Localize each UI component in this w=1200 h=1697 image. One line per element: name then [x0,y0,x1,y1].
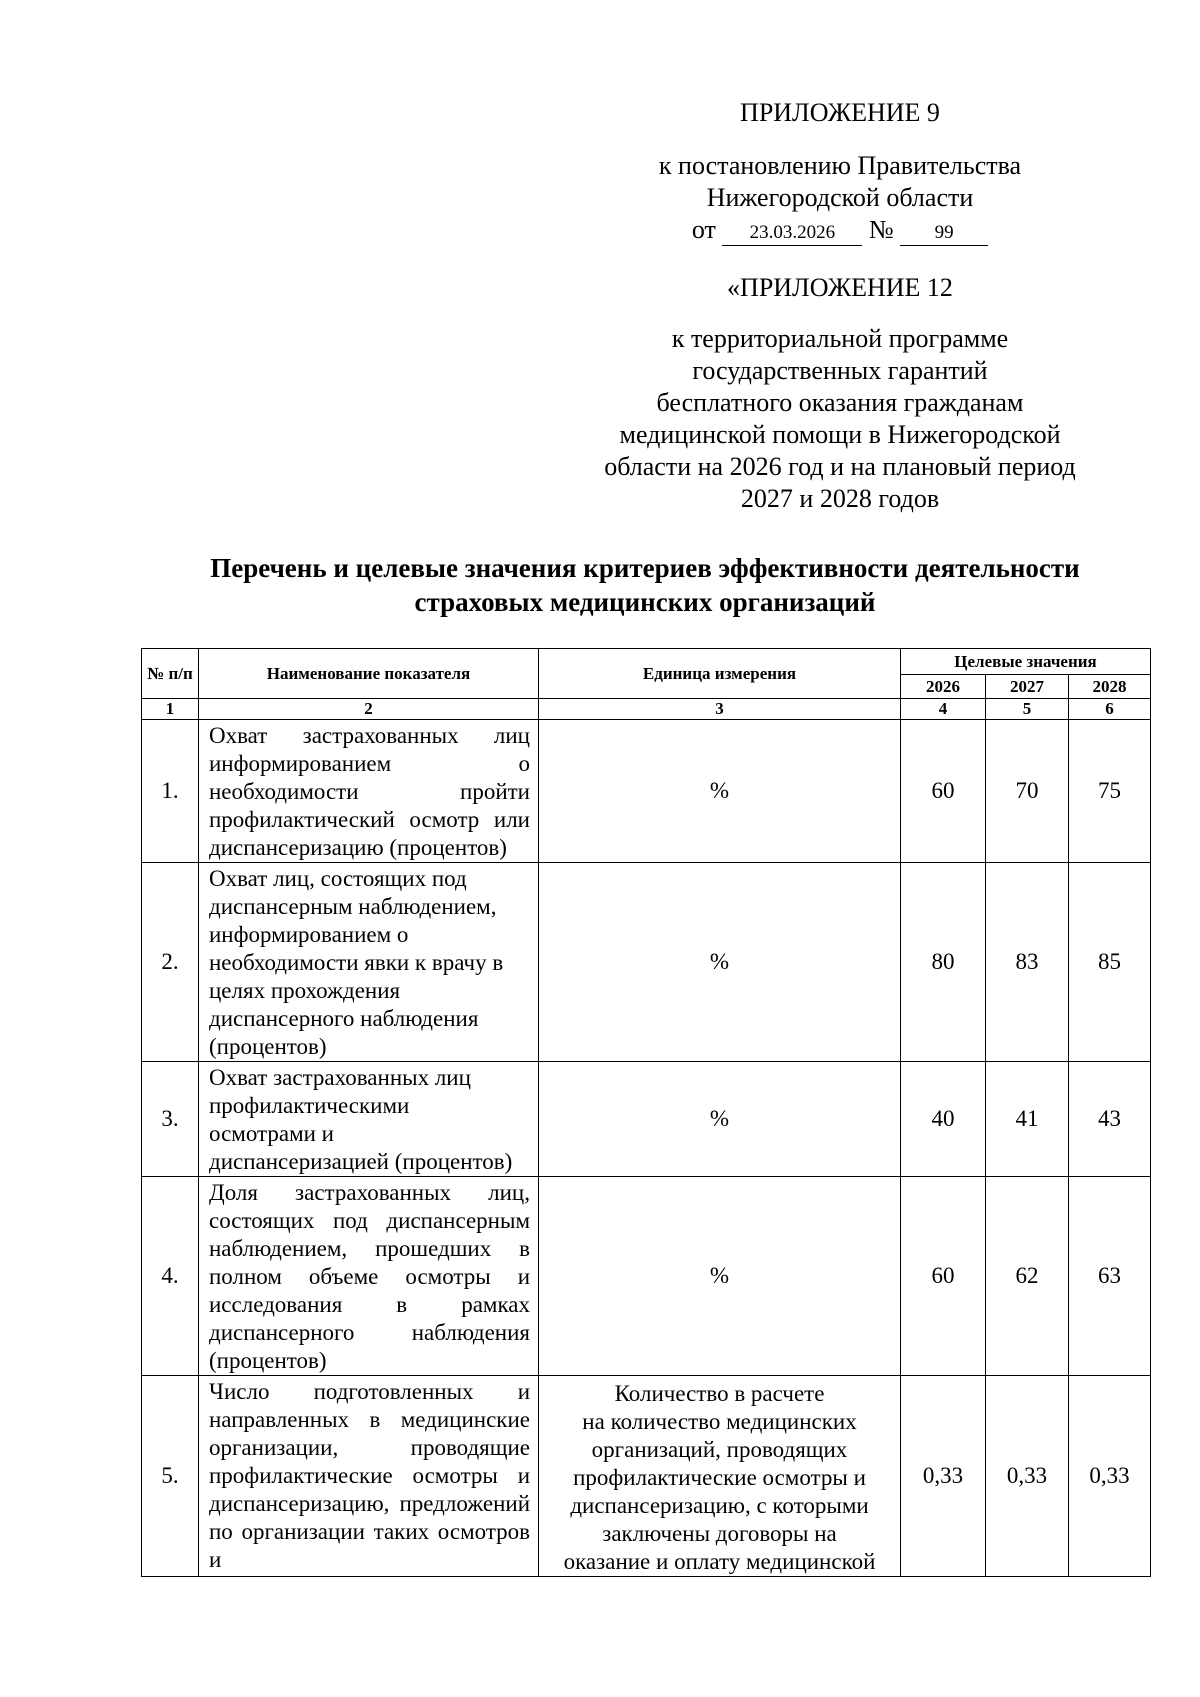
title-line: Перечень и целевые значения критериев эффективности деятельности [210,553,1080,583]
row-number: 4. [142,1177,199,1376]
document-title [150,551,1140,619]
name-line: наблюдением, прошедших в [209,1236,530,1261]
name-line: диспансеризацию (процентов) [209,835,507,860]
unit [539,1376,901,1577]
indicator-name [199,1177,539,1376]
row-number: 1. [142,720,199,863]
table-row [142,863,1151,1062]
name-line: необходимости явки к врачу в [209,950,504,975]
unit-line: заключены договоры на [602,1521,837,1546]
target-2028: 85 [1069,863,1151,1062]
unit-line: Количество в расчете [614,1381,825,1406]
unit-line: оказание и оплату медицинской [563,1549,876,1574]
unit: % [539,1177,901,1376]
name-line: диспансерным наблюдением, [209,894,497,919]
from-label: от [691,215,716,244]
program-line: медицинской помощи в Нижегородской [619,420,1061,449]
date-number-line [560,214,1120,246]
target-2026: 40 [901,1062,986,1177]
name-line: состоящих под диспансерным [209,1208,530,1233]
name-line: информированием о [209,751,530,776]
target-2026: 0,33 [901,1376,986,1577]
name-line: профилактические осмотры и [209,1463,530,1488]
name-line: полном объеме осмотры и [209,1264,530,1289]
header-year: 2028 [1069,675,1151,699]
row-number: 5. [142,1376,199,1577]
name-line: диспансерного наблюдения [209,1320,530,1345]
target-2027: 0,33 [986,1376,1069,1577]
name-line: организации, проводящие [209,1435,530,1460]
name-line: осмотрами и [209,1121,334,1146]
indicator-name [199,863,539,1062]
name-line: (процентов) [209,1348,327,1373]
resolution-line: Нижегородской области [706,183,974,212]
unit-line: профилактические осмотры и [573,1465,866,1490]
name-line: таких осмотров и [209,1519,531,1572]
target-2026: 60 [901,720,986,863]
name-line: (процентов) [209,1034,327,1059]
target-2026: 60 [901,1177,986,1376]
resolution-line: к постановлению Правительства [658,151,1022,180]
name-line: Охват лиц, состоящих под [209,866,467,891]
column-number: 3 [539,699,901,720]
header-year: 2026 [901,675,986,699]
name-line: предложений по организации [209,1491,530,1544]
header-unit: Единица измерения [539,649,901,699]
target-2026: 80 [901,863,986,1062]
name-line: Число подготовленных и [209,1379,530,1404]
row-number: 2. [142,863,199,1062]
target-2028: 63 [1069,1177,1151,1376]
indicator-name [199,1376,539,1577]
header-year: 2027 [986,675,1069,699]
column-number: 1 [142,699,199,720]
column-number: 6 [1069,699,1151,720]
column-number: 2 [199,699,539,720]
target-2028: 0,33 [1069,1376,1151,1577]
unit-line: на количество медицинских [582,1409,857,1434]
indicator-name [199,720,539,863]
table-row [142,1062,1151,1177]
resolution-number: 99 [900,221,988,246]
program-line: к территориальной программе [671,324,1009,353]
indicator-name [199,1062,539,1177]
table-row [142,720,1151,863]
name-line: Охват застрахованных лиц [209,723,530,748]
name-line: диспансеризацией (процентов) [209,1149,513,1174]
name-line: Охват застрахованных лиц [209,1065,471,1090]
unit: % [539,1062,901,1177]
title-line: страховых медицинских организаций [414,587,876,617]
target-2027: 70 [986,720,1069,863]
program-line: 2027 и 2028 годов [740,484,940,513]
header-target-values: Целевые значения [901,649,1151,675]
unit-line: организаций, проводящих [591,1437,848,1462]
program-line: бесплатного оказания гражданам [656,388,1024,417]
resolution-reference [560,150,1120,214]
name-line: Доля застрахованных лиц, [209,1180,530,1205]
target-2027: 62 [986,1177,1069,1376]
target-2028: 75 [1069,720,1151,863]
table-row [142,1376,1151,1577]
name-line: исследования в рамках [209,1292,530,1317]
appendix-heading: ПРИЛОЖЕНИЕ 9 [740,98,940,127]
row-number: 3. [142,1062,199,1177]
program-line: государственных гарантий [692,356,988,385]
column-number: 5 [986,699,1069,720]
name-line: необходимости пройти [209,779,530,804]
name-line: целях прохождения [209,978,401,1003]
program-reference [560,323,1120,515]
header-number: № п/п [142,649,199,699]
name-line: диспансеризацию, [209,1491,390,1516]
target-2028: 43 [1069,1062,1151,1177]
criteria-table [141,648,1151,1577]
name-line: информированием о [209,922,409,947]
unit: % [539,720,901,863]
program-line: области на 2026 год и на плановый период [604,452,1076,481]
name-line: диспансерного наблюдения [209,1006,479,1031]
table-row [142,1177,1151,1376]
name-line: профилактическими [209,1093,410,1118]
column-number: 4 [901,699,986,720]
target-2027: 83 [986,863,1069,1062]
unit-line: диспансеризацию, с которыми [570,1493,869,1518]
header-indicator-name: Наименование показателя [199,649,539,699]
number-label: № [868,215,894,244]
name-line: профилактический осмотр или [209,807,530,832]
resolution-date: 23.03.2026 [722,221,862,246]
unit: % [539,863,901,1062]
appendix12-heading: «ПРИЛОЖЕНИЕ 12 [727,273,953,302]
target-2027: 41 [986,1062,1069,1177]
name-line: направленных в медицинские [209,1407,530,1432]
